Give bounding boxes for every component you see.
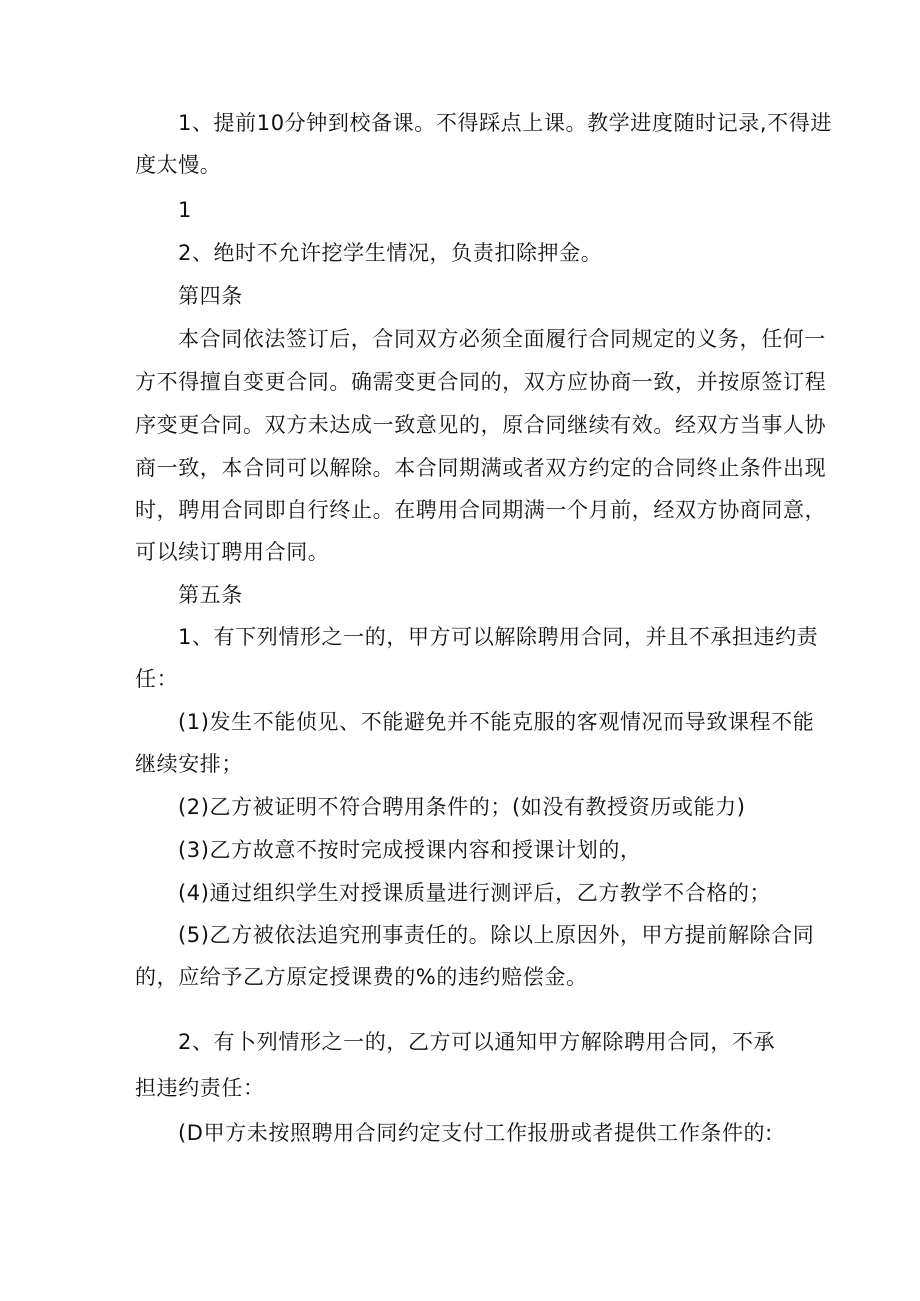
text-line: 本合同依法签订后，合同双方必须全面履行合同规定的义务，任何一 xyxy=(178,327,826,351)
text-line: (1)发生不能侦见、不能避免并不能克服的客观情况而导致课程不能 xyxy=(178,710,815,734)
text-line: 担违约责任： xyxy=(135,1076,265,1100)
text-line: 的，应给予乙方原定授课费的%的违约赔偿金。 xyxy=(135,965,588,989)
text-line: 继续安排； xyxy=(135,752,243,776)
text-line: 度太慢。 xyxy=(135,153,222,177)
page-number: 1 xyxy=(178,198,192,222)
text-line: (2)乙方被证明不符合聘用条件的；(如没有教授资历或能力) xyxy=(178,795,746,819)
text-line: (D甲方未按照聘用合同约定支付工作报册或者提供工作条件的: xyxy=(178,1121,773,1145)
section-heading: 第五条 xyxy=(178,583,243,607)
text-line: 可以续订聘用合同。 xyxy=(135,540,330,564)
text-line: 方不得擅自变更合同。确需变更合同的，双方应协商一致，并按原签订程 xyxy=(135,370,827,394)
text-line: 任： xyxy=(135,667,179,691)
text-line: 2、绝时不允许挖学生情况，负责扣除押金。 xyxy=(178,241,603,265)
text-line: 序变更合同。双方未达成一致意见的，原合同继续有效。经双方当事人协 xyxy=(135,413,827,437)
text-line: 2、有卜列情形之一的，乙方可以通知甲方解除聘用合同，不承 xyxy=(178,1030,776,1054)
text-line: (5)乙方被依法追究刑事责任的。除以上原因外，甲方提前解除合同 xyxy=(178,923,815,947)
text-line: 商一致，本合同可以解除。本合同期满或者双方约定的合同终止条件出现 xyxy=(135,456,827,480)
text-line: 1、提前10分钟到校备课。不得踩点上课。教学进度随时记录,不得进 xyxy=(178,111,832,135)
text-line: 1、有下列情形之一的，甲方可以解除聘用合同，并且不承担违约责 xyxy=(178,625,819,649)
text-line: (3)乙方故意不按时完成授课内容和授课计划的， xyxy=(178,838,642,862)
text-line: 时，聘用合同即自行终止。在聘用合同期满一个月前，经双方协商同意， xyxy=(135,498,827,522)
section-heading: 第四条 xyxy=(178,284,243,308)
text-line: (4)通过组织学生对授课质量进行测评后，乙方教学不合格的； xyxy=(178,881,772,905)
